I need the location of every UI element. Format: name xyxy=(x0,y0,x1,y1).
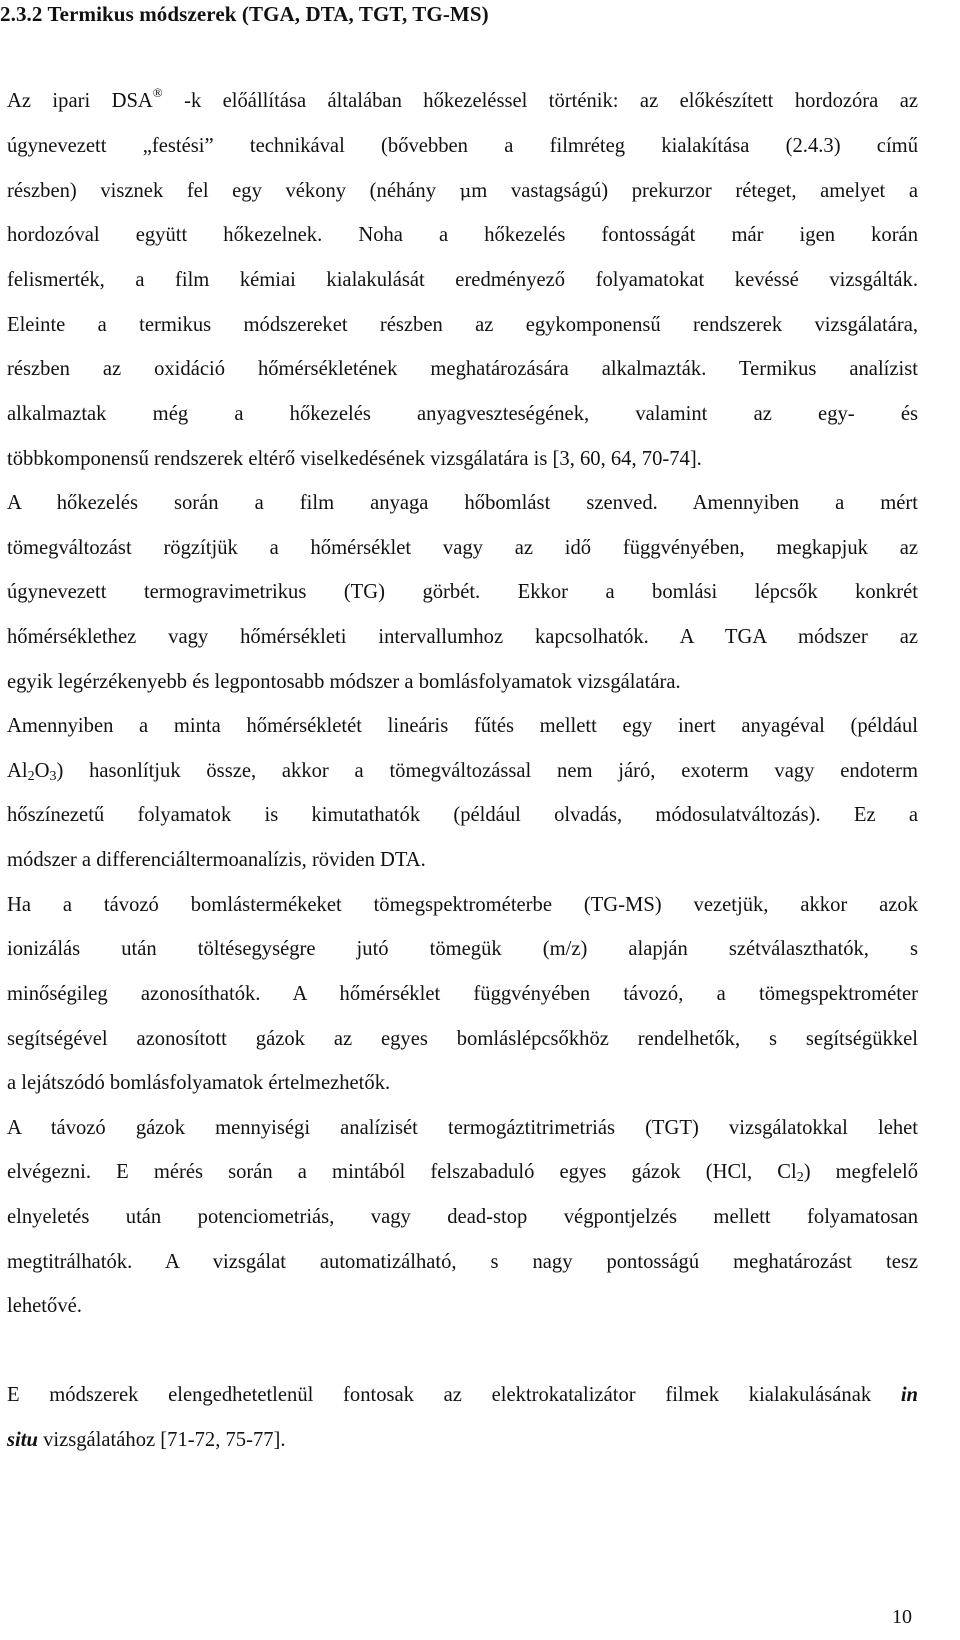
emphasis: situ xyxy=(7,1429,38,1451)
paragraph-6-line-2 xyxy=(7,1428,918,1452)
paragraph-5-line-5: lehetővé. xyxy=(7,1295,82,1317)
text-run: -k előállítása általában hőkezeléssel történik: az előkészített hordozóra az xyxy=(162,90,918,112)
text-run: elvégezni. E mérés során a mintából felszabaduló egyes gázok (HCl, Cl xyxy=(7,1161,797,1183)
text-run: részben) visznek fel egy vékony (néhány xyxy=(7,180,460,202)
page-number: 10 xyxy=(892,1606,912,1628)
paragraph-5-line-4: megtitrálhatók. A vizsgálat automatizálható, s nagy pontosságú meghatározást tesz xyxy=(7,1251,918,1273)
paragraph-4-line-3: minőségileg azonosíthatók. A hőmérséklet függvényében távozó, a tömegspektrométer xyxy=(7,983,918,1005)
paragraph-3-line-3: hőszínezetű folyamatok is kimutathatók (például olvadás, módosulatváltozás). Ez a xyxy=(7,804,918,826)
paragraph-4-line-2: ionizálás után töltésegységre jutó tömegük (m/z) alapján szétválaszthatók, s xyxy=(7,938,918,960)
paragraph-4-line-1: Ha a távozó bomlástermékeket tömegspektrométerbe (TG-MS) vezetjük, akkor azok xyxy=(7,894,918,916)
section-heading: 2.3.2 Termikus módszerek (TGA, DTA, TGT, TG-MS) xyxy=(0,2,489,26)
paragraph-1-line-9: többkomponensű rendszerek eltérő viselkedésének vizsgálatára is [3, 60, 64, 70-74]. xyxy=(7,448,702,470)
text-run: ) hasonlítjuk össze, akkor a tömegváltozással nem járó, exoterm vagy endoterm xyxy=(56,760,918,782)
text-run: Az ipari DSA xyxy=(7,90,153,112)
paragraph-2-line-4: hőmérséklethez vagy hőmérsékleti intervallumhoz kapcsolhatók. A TGA módszer az xyxy=(7,626,918,648)
text-run: Al xyxy=(7,760,28,782)
emphasis: in xyxy=(900,1384,918,1406)
paragraph-3-line-1: Amennyiben a minta hőmérsékletét lineáris fűtés mellett egy inert anyagéval (például xyxy=(7,715,918,737)
paragraph-1-line-6: Eleinte a termikus módszereket részben az egykomponensű rendszerek vizsgálatára, xyxy=(7,314,918,336)
registered-mark: ® xyxy=(152,85,163,100)
paragraph-2-line-1: A hőkezelés során a film anyaga hőbomlást szenved. Amennyiben a mért xyxy=(7,492,918,514)
paragraph-6-line-1 xyxy=(7,1383,918,1407)
subscript: 2 xyxy=(27,769,35,784)
paragraph-1-line-5: felismerték, a film kémiai kialakulását eredményező folyamatokat kevéssé vizsgálták. xyxy=(7,269,918,291)
paragraph-2-line-5: egyik legérzékenyebb és legpontosabb módszer a bomlásfolyamatok vizsgálatára. xyxy=(7,671,681,693)
paragraph-3-line-2 xyxy=(7,759,918,783)
paragraph-1-line-7: részben az oxidáció hőmérsékletének meghatározására alkalmazták. Termikus analízist xyxy=(7,358,918,380)
paragraph-1-line-1 xyxy=(7,85,918,113)
paragraph-1-line-3 xyxy=(7,179,918,203)
text-run: E módszerek elengedhetetlenül fontosak az elektrokatalizátor filmek kialakulásának xyxy=(7,1384,901,1406)
text-run: vizsgálatához [71-72, 75-77]. xyxy=(37,1429,286,1451)
paragraph-5-line-2 xyxy=(7,1160,918,1184)
paragraph-5-line-1: A távozó gázok mennyiségi analízisét termogáztitrimetriás (TGT) vizsgálatokkal lehet xyxy=(7,1117,918,1139)
paragraph-1-line-2: úgynevezett „festési” technikával (bővebben a filmréteg kialakítása (2.4.3) című xyxy=(7,135,918,157)
text-run: O xyxy=(34,760,50,782)
paragraph-1-line-4: hordozóval együtt hőkezelnek. Noha a hőkezelés fontosságát már igen korán xyxy=(7,224,918,246)
paragraph-2-line-3: úgynevezett termogravimetrikus (TG) görbét. Ekkor a bomlási lépcsők konkrét xyxy=(7,581,918,603)
paragraph-4-line-4: segítségével azonosított gázok az egyes bomláslépcsőkhöz rendelhetők, s segítségükkel xyxy=(7,1028,918,1050)
paragraph-4-line-5: a lejátszódó bomlásfolyamatok értelmezhetők. xyxy=(7,1072,391,1094)
text-run: m vastagságú) prekurzor réteget, amelyet a xyxy=(471,180,918,202)
paragraph-3-line-4: módszer a differenciáltermoanalízis, röviden DTA. xyxy=(7,849,426,871)
subscript: 2 xyxy=(796,1170,804,1185)
paragraph-2-line-2: tömegváltozást rögzítjük a hőmérséklet vagy az idő függvényében, megkapjuk az xyxy=(7,537,918,559)
mu-symbol: μ xyxy=(459,181,472,202)
text-run: ) megfelelő xyxy=(803,1161,918,1183)
subscript: 3 xyxy=(49,769,57,784)
paragraph-1-line-8: alkalmaztak még a hőkezelés anyagveszteségének, valamint az egy- és xyxy=(7,403,918,425)
paragraph-5-line-3: elnyeletés után potenciometriás, vagy dead-stop végpontjelzés mellett folyamatosan xyxy=(7,1206,918,1228)
